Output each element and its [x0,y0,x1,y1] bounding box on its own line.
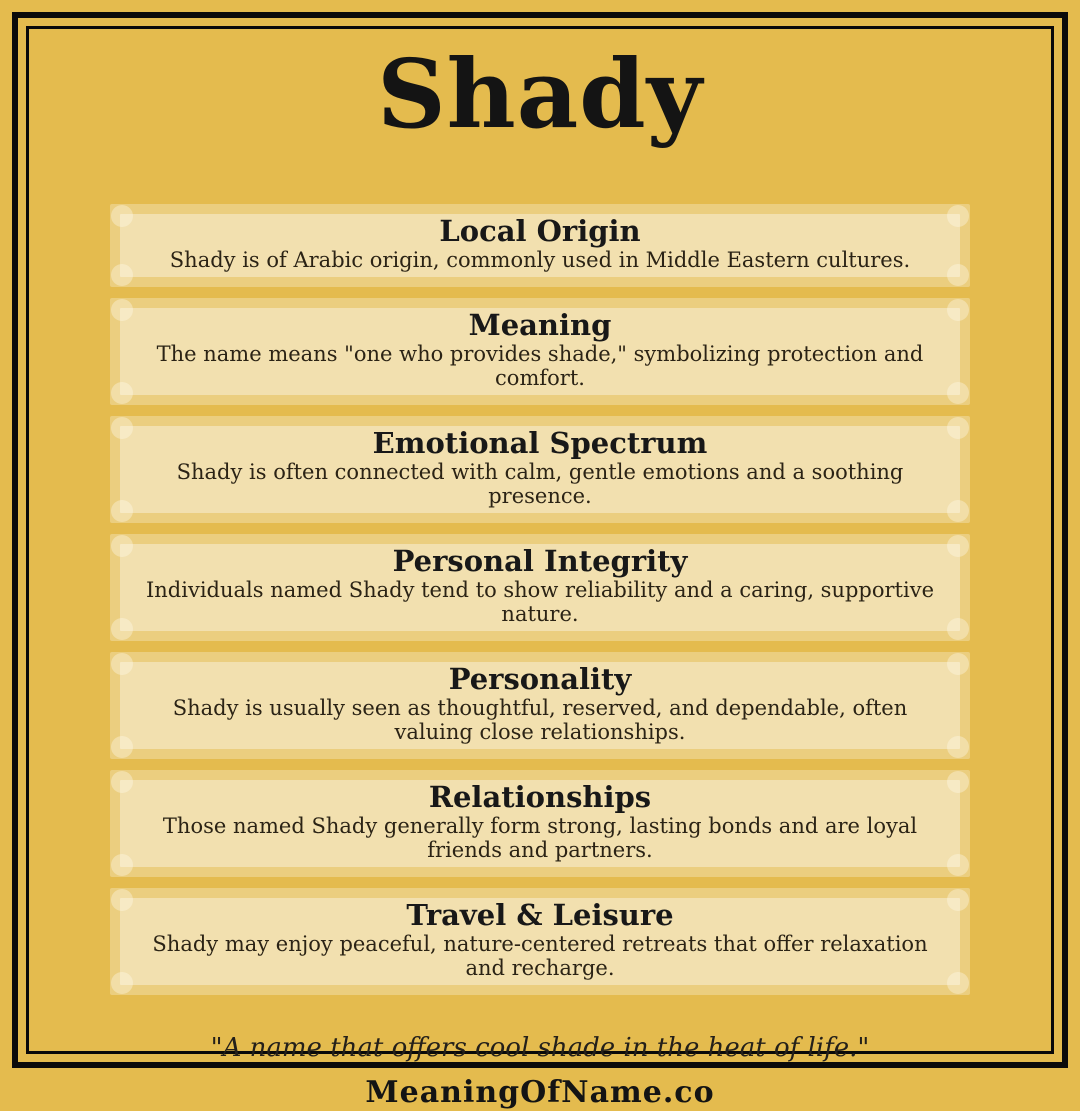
section-body: The name means "one who provides shade," symbolizing protection and comfort. [156,342,924,390]
corner-dot-icon [111,535,133,557]
card-inner-panel [120,780,960,867]
poster-content [29,29,1051,1110]
corner-dot-icon [947,205,969,227]
section-heading: Local Origin [439,214,641,248]
section-heading: Personal Integrity [392,544,688,578]
card-inner-panel [120,544,960,631]
section-heading: Meaning [468,308,612,342]
card-inner-panel [120,898,960,985]
section-heading: Emotional Spectrum [372,426,708,460]
corner-dot-icon [111,264,133,286]
corner-dot-icon [947,771,969,793]
corner-dot-icon [947,535,969,557]
corner-dot-icon [111,205,133,227]
section-heading: Personality [448,662,632,696]
section-card-list [110,204,970,995]
corner-dot-icon [947,264,969,286]
corner-dot-icon [947,854,969,876]
corner-dot-icon [947,417,969,439]
corner-dot-icon [111,736,133,758]
card-emotional-spectrum [110,416,970,523]
corner-dot-icon [947,618,969,640]
section-body: Shady is of Arabic origin, commonly used in Middle Eastern cultures. [169,248,911,272]
page-title: Shady [377,39,703,150]
corner-dot-icon [111,771,133,793]
corner-dot-icon [947,972,969,994]
corner-dot-icon [111,889,133,911]
section-body: Shady may enjoy peaceful, nature-centered retreats that offer relaxation and recharge. [152,932,928,980]
corner-dot-icon [111,500,133,522]
card-inner-panel [120,214,960,277]
corner-dot-icon [947,736,969,758]
corner-dot-icon [947,500,969,522]
corner-dot-icon [111,417,133,439]
corner-dot-icon [111,972,133,994]
corner-dot-icon [947,299,969,321]
corner-dot-icon [947,653,969,675]
card-personality [110,652,970,759]
corner-dot-icon [947,889,969,911]
corner-dot-icon [111,618,133,640]
card-travel-leisure [110,888,970,995]
section-body: Shady is often connected with calm, gentle emotions and a soothing presence. [176,460,904,508]
brand-name: MeaningOfName.co [365,1075,715,1110]
card-relationships [110,770,970,877]
section-body: Individuals named Shady tend to show reliability and a caring, supportive nature. [145,578,934,626]
card-inner-panel [120,426,960,513]
card-inner-panel [120,308,960,395]
corner-dot-icon [111,382,133,404]
corner-dot-icon [111,854,133,876]
section-body: Those named Shady generally form strong, lasting bonds and are loyal friends and partners. [162,814,918,862]
card-personal-integrity [110,534,970,641]
card-inner-panel [120,662,960,749]
section-heading: Travel & Leisure [406,898,674,932]
section-body: Shady is usually seen as thoughtful, reserved, and dependable, often valuing close relationships. [172,696,908,744]
corner-dot-icon [947,382,969,404]
card-meaning [110,298,970,405]
corner-dot-icon [111,653,133,675]
corner-dot-icon [111,299,133,321]
section-heading: Relationships [428,780,652,814]
tagline-quote: "A name that offers cool shade in the heat of life." [210,1033,870,1063]
card-local-origin [110,204,970,287]
